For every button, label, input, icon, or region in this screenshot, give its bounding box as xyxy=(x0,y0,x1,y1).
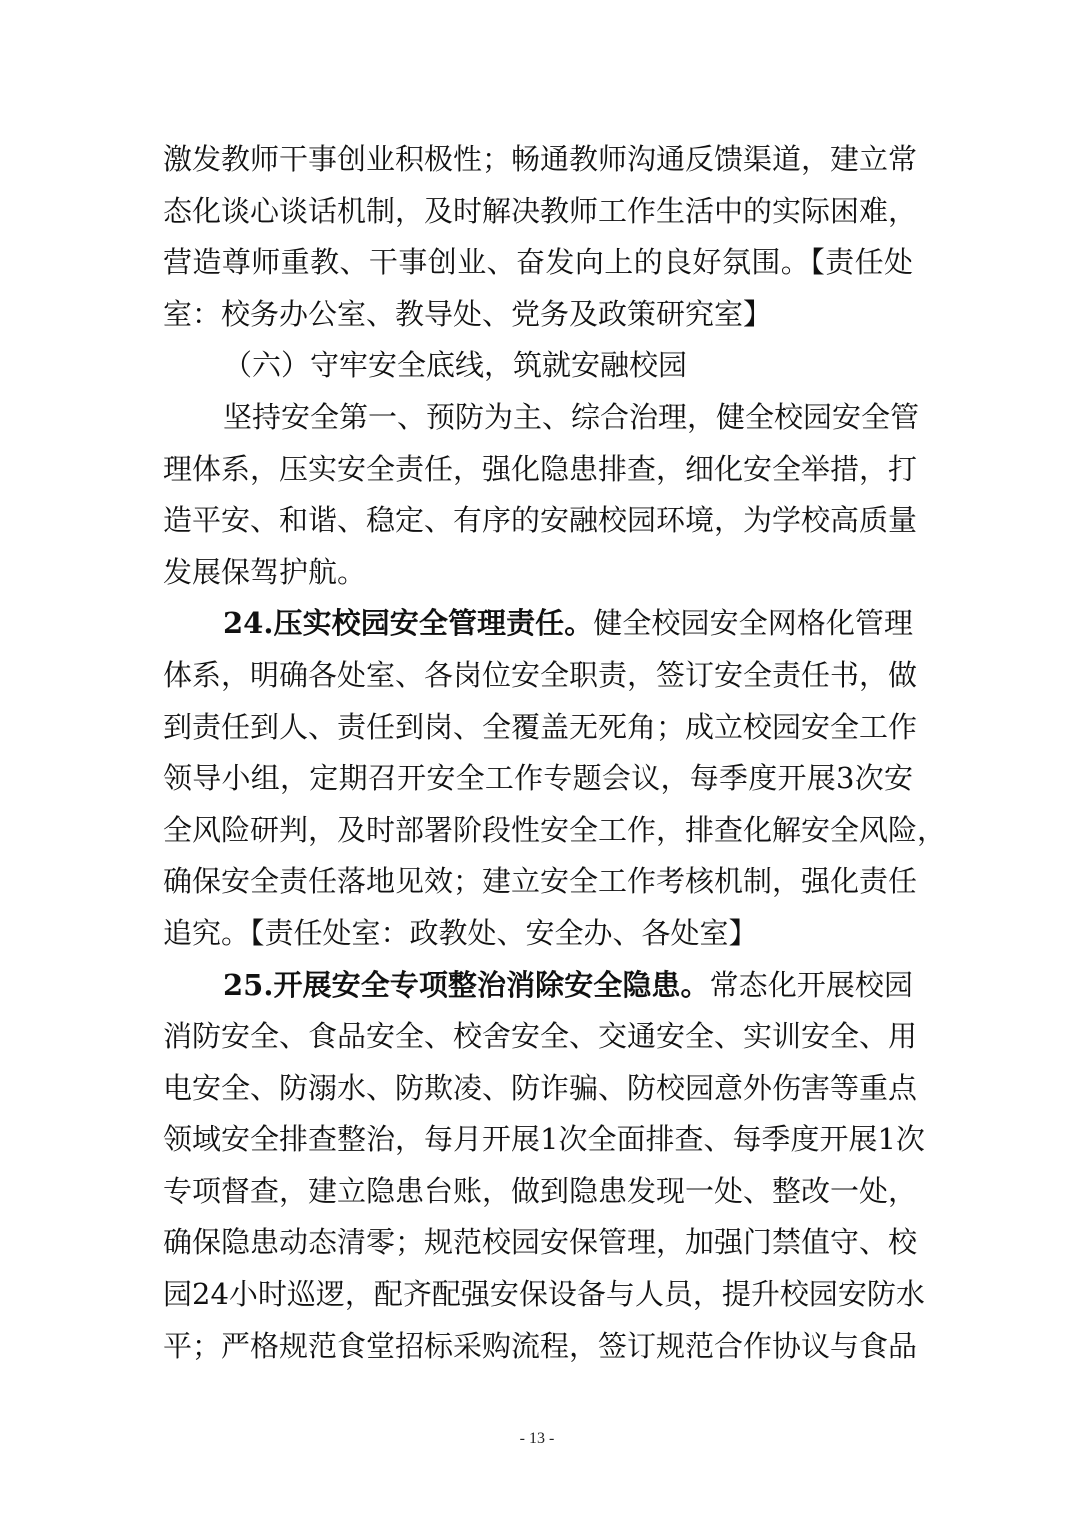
text-line: 追究。【责任处室：政教处、安全办、各处室】 xyxy=(163,915,758,950)
text-line: 到责任到人、责任到岗、全覆盖无死角；成立校园安全工作 xyxy=(163,709,918,744)
text-line: 消防安全、食品安全、校舍安全、交通安全、实训安全、用 xyxy=(163,1019,918,1054)
text-line: 确保安全责任落地见效；建立安全工作考核机制，强化责任 xyxy=(163,864,918,899)
text-line: 态化谈心谈话机制，及时解决教师工作生活中的实际困难， xyxy=(163,193,918,228)
item-25-first-line xyxy=(163,960,913,1012)
item-24-heading: 24.压实校园安全管理责任。 xyxy=(223,606,594,641)
text-line: 园24小时巡逻，配齐配强安保设备与人员，提升校园安防水 xyxy=(163,1277,925,1312)
text-line: 电安全、防溺水、防欺凌、防诈骗、防校园意外伤害等重点 xyxy=(163,1070,918,1105)
text-line: 平；严格规范食堂招标采购流程，签订规范合作协议与食品 xyxy=(163,1328,918,1363)
page-number: - 13 - xyxy=(519,1430,555,1447)
text-line: 领导小组，定期召开安全工作专题会议，每季度开展3次安 xyxy=(163,761,913,796)
text-line: 确保隐患动态清零；规范校园安保管理，加强门禁值守、校 xyxy=(163,1225,918,1260)
document-body xyxy=(163,134,947,1372)
text-line: 体系，明确各处室、各岗位安全职责，签订安全责任书，做 xyxy=(163,657,918,692)
item-25-heading: 25.开展安全专项整治消除安全隐患。 xyxy=(223,967,710,1002)
item-25-lead-text: 常态化开展校园 xyxy=(709,967,913,1002)
text-line: 发展保驾护航。 xyxy=(163,554,367,589)
item-24-lead-text: 健全校园安全网格化管理 xyxy=(593,606,913,641)
text-line: 理体系，压实安全责任，强化隐患排查，细化安全举措，打 xyxy=(163,451,918,486)
text-line: 激发教师干事创业积极性；畅通教师沟通反馈渠道，建立常 xyxy=(163,142,918,176)
text-line: 领域安全排查整治，每月开展1次全面排查、每季度开展1次 xyxy=(163,1122,925,1157)
section-heading: （六）守牢安全底线，筑就安融校园 xyxy=(223,348,688,383)
text-line: 全风险研判，及时部署阶段性安全工作，排查化解安全风险， xyxy=(163,812,947,847)
text-line: 营造尊师重教、干事创业、奋发向上的良好氛围。【责任处 xyxy=(163,245,913,280)
item-24-first-line xyxy=(163,598,913,650)
text-line: 室：校务办公室、教导处、党务及政策研究室】 xyxy=(163,296,773,331)
text-line: 专项督查，建立隐患台账，做到隐患发现一处、整改一处， xyxy=(163,1173,918,1208)
text-line: 造平安、和谐、稳定、有序的安融校园环境，为学校高质量 xyxy=(163,503,918,538)
text-line: 坚持安全第一、预防为主、综合治理，健全校园安全管 xyxy=(223,399,920,434)
